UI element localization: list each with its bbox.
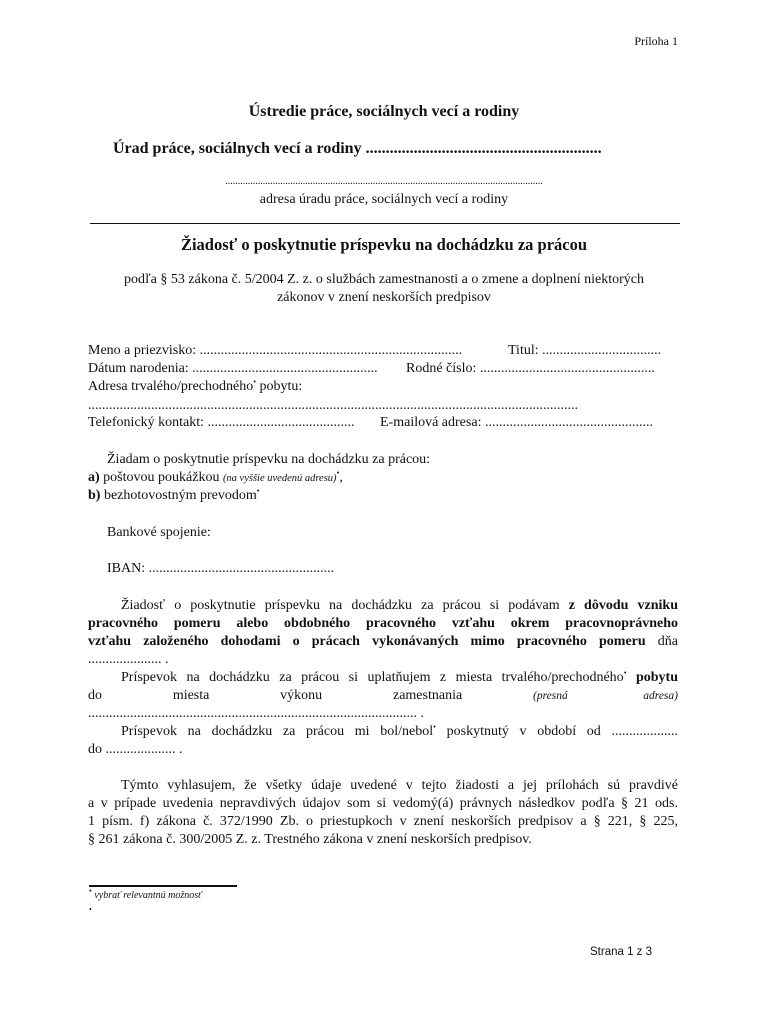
work-address-field[interactable]: .............................................................................................. .: [88, 706, 424, 721]
request-title: Žiadosť o poskytnutie príspevku na dochádzku za prácou: [180, 235, 588, 254]
address-label-post: pobytu:: [256, 379, 303, 394]
email-field[interactable]: E-mailová adresa: ................................................: [380, 415, 653, 430]
route-line-1: Príspevok na dochádzku za prácou si uplatňujem z miesta trvalého/prechodného• pobytu: [121, 668, 678, 685]
reason-line-1: Žiadosť o poskytnutie príspevku na dochádzku za prácou si podávam z dôvodu vzniku: [121, 598, 678, 613]
phone-field[interactable]: Telefonický kontakt: ..........................................: [88, 415, 355, 430]
option-a-note: (na vyššie uvedenú adresu): [222, 473, 337, 484]
option-b-text: bezhotovostným prevodom: [103, 488, 257, 503]
name-row: [88, 342, 678, 360]
org-title: Ústredie práce, sociálnych vecí a rodiny: [248, 103, 520, 120]
bank-label: Bankové spojenie:: [107, 525, 211, 540]
exact-address-note: [533, 687, 678, 705]
reason-line-2: pracovného pomeru alebo obdobného pracovného vzťahu okrem pracovnoprávneho: [88, 616, 678, 631]
option-a-text: poštovou poukážkou: [103, 470, 220, 485]
declaration-line-3: 1 písm. f) zákona č. 372/1990 Zb. o priestupkoch v znení neskorších predpisov a § 221, § 225,: [88, 814, 678, 829]
address-dots: ...............................................................................................................................: [225, 176, 543, 187]
declaration-line-4: § 261 zákona č. 300/2005 Z. z. Trestného zákona v znení neskorších predpisov.: [88, 832, 532, 847]
footnote-1: • vybrať relevantnú možnosť: [89, 886, 202, 901]
option-a-label: a): [88, 470, 100, 485]
birth-number-field[interactable]: Rodné číslo: ..................................................: [406, 361, 655, 376]
payment-intro: Žiadam o poskytnutie príspevku na dochádzku za prácou:: [107, 452, 431, 467]
attachment-label: Príloha 1: [634, 34, 678, 48]
payment-option-b[interactable]: b) bezhotovostným prevodom•: [88, 486, 260, 503]
header-divider: [90, 223, 680, 224]
birth-row: [88, 360, 678, 378]
office-title: Úrad práce, sociálnych vecí a rodiny ...........................................................: [113, 140, 602, 157]
footnote-mark: •: [253, 377, 257, 387]
footnote-divider: [89, 885, 237, 887]
name-field[interactable]: Meno a priezvisko: ...........................................................................: [88, 343, 463, 358]
reason-line-3: vzťahu založeného dohodami o prácach vykonávaných mimo pracovného pomeru dňa: [88, 634, 679, 649]
previous-period-line-1: Príspevok na dochádzku za prácou mi bol/nebol• poskytnutý v období od ...................: [121, 722, 678, 739]
exact-address-note-text: (presná adresa): [532, 690, 678, 702]
legal-basis-line-1: podľa § 53 zákona č. 5/2004 Z. z. o službách zamestnanosti a o zmene a doplnení niektorých: [123, 272, 645, 287]
birth-date-field[interactable]: Dátum narodenia: .....................................................: [88, 361, 378, 376]
contact-row: [88, 414, 678, 432]
period-to-field[interactable]: do .................... .: [88, 742, 183, 757]
route-line-2: do miesta výkonu zamestnania (presná adresa): [88, 688, 678, 703]
iban-field[interactable]: IBAN: .....................................................: [107, 561, 335, 576]
page-number: Strana 1 z 3: [590, 946, 653, 958]
footnote-2-mark: •: [89, 905, 92, 914]
address-label: adresa úradu práce, sociálnych vecí a rodiny: [259, 192, 509, 207]
declaration-line-1: Týmto vyhlasujem, že všetky údaje uvedené v tejto žiadosti a jej prílohách sú pravdivé: [121, 778, 678, 793]
declaration-line-2: a v prípade uvedenia nepravdivých údajov som si vedomý(á) právnych následkov podľa § 21 ods.: [88, 796, 678, 811]
address-label-pre: Adresa trvalého/prechodného: [88, 379, 254, 394]
payment-option-a[interactable]: a) poštovou poukážkou (na vyššie uvedenú adresu)•,: [88, 468, 343, 485]
address-row: [88, 378, 678, 396]
legal-basis-line-2: zákonov v znení neskorších predpisov: [277, 290, 491, 305]
option-b-label: b): [88, 488, 101, 503]
footnote-text: vybrať relevantnú možnosť: [94, 890, 202, 901]
address-field[interactable]: ............................................................................................................................................: [88, 398, 578, 413]
title-field[interactable]: Titul: ..................................: [508, 343, 662, 358]
reason-date-field[interactable]: ..................... .: [88, 652, 169, 667]
